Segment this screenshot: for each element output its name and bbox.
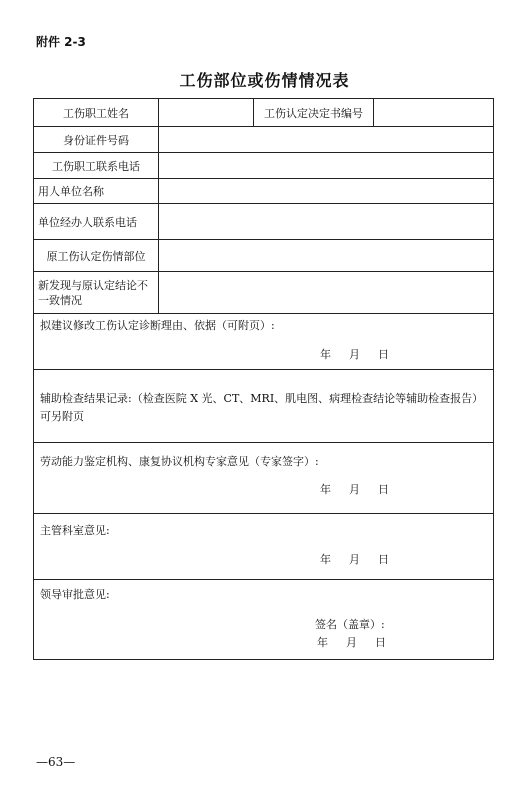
new-findings-field[interactable] xyxy=(159,272,494,314)
date-year: 年 xyxy=(320,483,331,496)
original-injury-label: 原工伤认定伤情部位 xyxy=(34,240,159,272)
date-day: 日 xyxy=(375,636,386,649)
row-proposal xyxy=(34,314,494,370)
expert-opinion-section[interactable] xyxy=(34,443,494,514)
dept-opinion-text: 主管科室意见: xyxy=(40,524,110,537)
expert-opinion-date xyxy=(320,481,407,497)
injury-form-table xyxy=(33,98,494,660)
worker-phone-label: 工伤职工联系电话 xyxy=(34,153,159,179)
worker-name-label: 工伤职工姓名 xyxy=(34,99,159,127)
exam-results-section[interactable] xyxy=(34,370,494,443)
employer-name-field[interactable] xyxy=(159,179,494,204)
row-worker-name xyxy=(34,99,494,127)
date-month: 月 xyxy=(349,483,360,496)
form-title: 工伤部位或伤情情况表 xyxy=(179,71,350,90)
id-number-label: 身份证件号码 xyxy=(34,127,159,153)
row-new-findings xyxy=(34,272,494,314)
original-injury-field[interactable] xyxy=(159,240,494,272)
row-id-number xyxy=(34,127,494,153)
date-month: 月 xyxy=(349,348,360,361)
row-employer-name xyxy=(34,179,494,204)
proposal-text: 拟建议修改工伤认定诊断理由、依据（可附页）: xyxy=(40,319,275,332)
worker-name-field[interactable] xyxy=(159,99,254,127)
row-employer-contact xyxy=(34,204,494,240)
exam-results-text: 辅助检查结果记录:（检查医院 X 光、CT、MRI、肌电图、病理检查结论等辅助检查报告）可另附页 xyxy=(40,392,484,423)
date-year: 年 xyxy=(317,636,328,649)
decision-no-label: 工伤认定决定书编号 xyxy=(254,99,374,127)
page-number: —63— xyxy=(36,755,76,769)
id-number-field[interactable] xyxy=(159,127,494,153)
date-day: 日 xyxy=(378,483,389,496)
leader-approval-text: 领导审批意见: xyxy=(40,588,110,601)
proposal-section[interactable] xyxy=(34,314,494,370)
decision-no-field[interactable] xyxy=(374,99,494,127)
employer-name-label: 用人单位名称 xyxy=(34,179,159,204)
row-worker-phone xyxy=(34,153,494,179)
dept-opinion-section[interactable] xyxy=(34,514,494,580)
date-day: 日 xyxy=(378,348,389,361)
leader-approval-date xyxy=(317,634,404,650)
date-year: 年 xyxy=(320,553,331,566)
dept-opinion-date xyxy=(320,551,407,567)
date-day: 日 xyxy=(378,553,389,566)
signature-label: 签名（盖章）: xyxy=(315,618,385,631)
annex-label: 附件 2-3 xyxy=(36,35,86,49)
date-month: 月 xyxy=(346,636,357,649)
proposal-date xyxy=(320,346,407,362)
worker-phone-field[interactable] xyxy=(159,153,494,179)
row-exam-results xyxy=(34,370,494,443)
expert-opinion-text: 劳动能力鉴定机构、康复协议机构专家意见（专家签字）: xyxy=(40,455,319,468)
date-year: 年 xyxy=(320,348,331,361)
row-expert-opinion xyxy=(34,443,494,514)
leader-approval-section[interactable] xyxy=(34,580,494,660)
row-leader-approval xyxy=(34,580,494,660)
date-month: 月 xyxy=(349,553,360,566)
new-findings-label: 新发现与原认定结论不一致情况 xyxy=(34,272,159,314)
row-original-injury xyxy=(34,240,494,272)
employer-contact-field[interactable] xyxy=(159,204,494,240)
employer-contact-label: 单位经办人联系电话 xyxy=(34,204,159,240)
row-dept-opinion xyxy=(34,514,494,580)
